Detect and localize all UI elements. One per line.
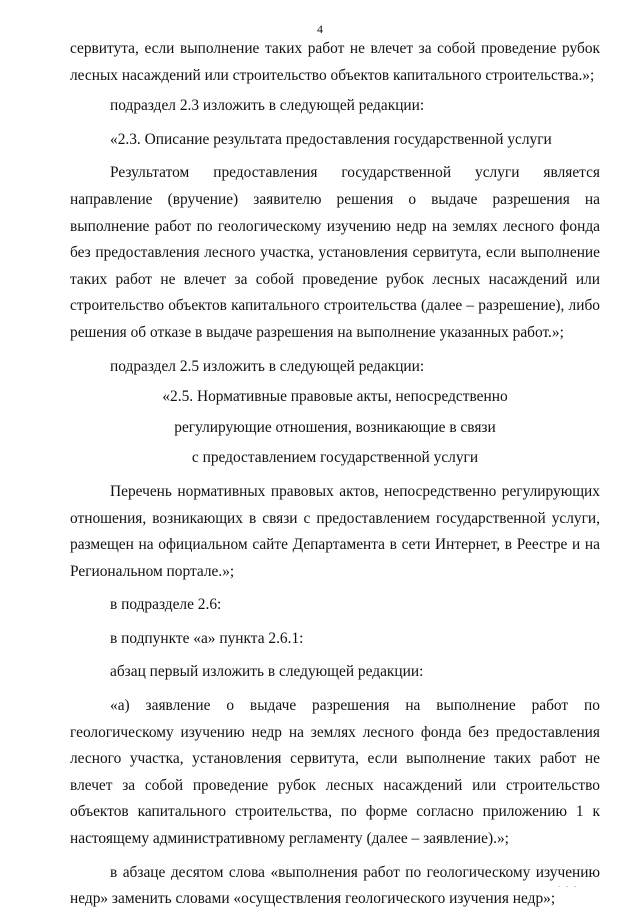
scan-corner-mark: . . . xyxy=(558,880,578,889)
paragraph-instruction-subitem-a: в подпункте «а» пункта 2.6.1: xyxy=(110,629,304,647)
paragraph-instruction-2-5: подраздел 2.5 изложить в следующей редакции: xyxy=(110,357,425,375)
paragraph-result-description: Результатом предоставления государственной услуги является направление (вручение) заявителю решения о выдаче разрешения на выполнение работ по геологическому изучению недр на землях лесного фонда без предоставления лесного участка, установления сервитута, если выполнение таких работ не влечет за собой проведение рубок лесных насаждений или строительство объектов капитального строительства (далее – разрешение), либо решения об отказе в выдаче разрешения на выполнение указанных работ.»; xyxy=(70,164,600,341)
paragraph-application-text: «а) заявление о выдаче разрешения на выполнение работ по геологическому изучению недр на землях лесного фонда без предоставления лесного участка, установления сервитута, если выполнение таких работ не влечет за собой проведение рубок лесных насаждений или строительство объектов капитального строительства, по форме согласно приложению 1 к настоящему административному регламенту (далее – заявление).»; xyxy=(70,697,600,848)
paragraph-instruction-2-6: в подразделе 2.6: xyxy=(110,596,222,614)
document-body xyxy=(70,36,600,913)
section-heading-2-5-line-2: регулирующие отношения, возникающие в связи xyxy=(174,418,496,436)
paragraph-continuation: сервитута, если выполнение таких работ не влечет за собой проведение рубок лесных насаждений или строительство объектов капитального строительства.»; xyxy=(70,40,600,84)
paragraph-legal-acts-list: Перечень нормативных правовых актов, непосредственно регулирующих отношения, возникающих в связи с предоставлением государственной услуги, размещен на официальном сайте Департамента в сети Интернет, в Реестре и на Региональном портале.»; xyxy=(70,482,600,580)
paragraph-instruction-2-3: подраздел 2.3 изложить в следующей редакции: xyxy=(110,97,425,115)
section-heading-2-5-line-1: «2.5. Нормативные правовые акты, непосредственно xyxy=(162,388,508,406)
section-heading-2-5-line-3: с предоставлением государственной услуги xyxy=(191,449,479,467)
page-number: 4 xyxy=(317,22,323,36)
paragraph-instruction-first-para: абзац первый изложить в следующей редакции: xyxy=(110,663,424,681)
section-heading-2-3: «2.3. Описание результата предоставления государственной услуги xyxy=(110,130,552,148)
paragraph-tenth-para-replacement: в абзаце десятом слова «выполнения работ по геологическому изучению недр» заменить словами «осуществления геологического изучения недр»; xyxy=(70,863,600,908)
